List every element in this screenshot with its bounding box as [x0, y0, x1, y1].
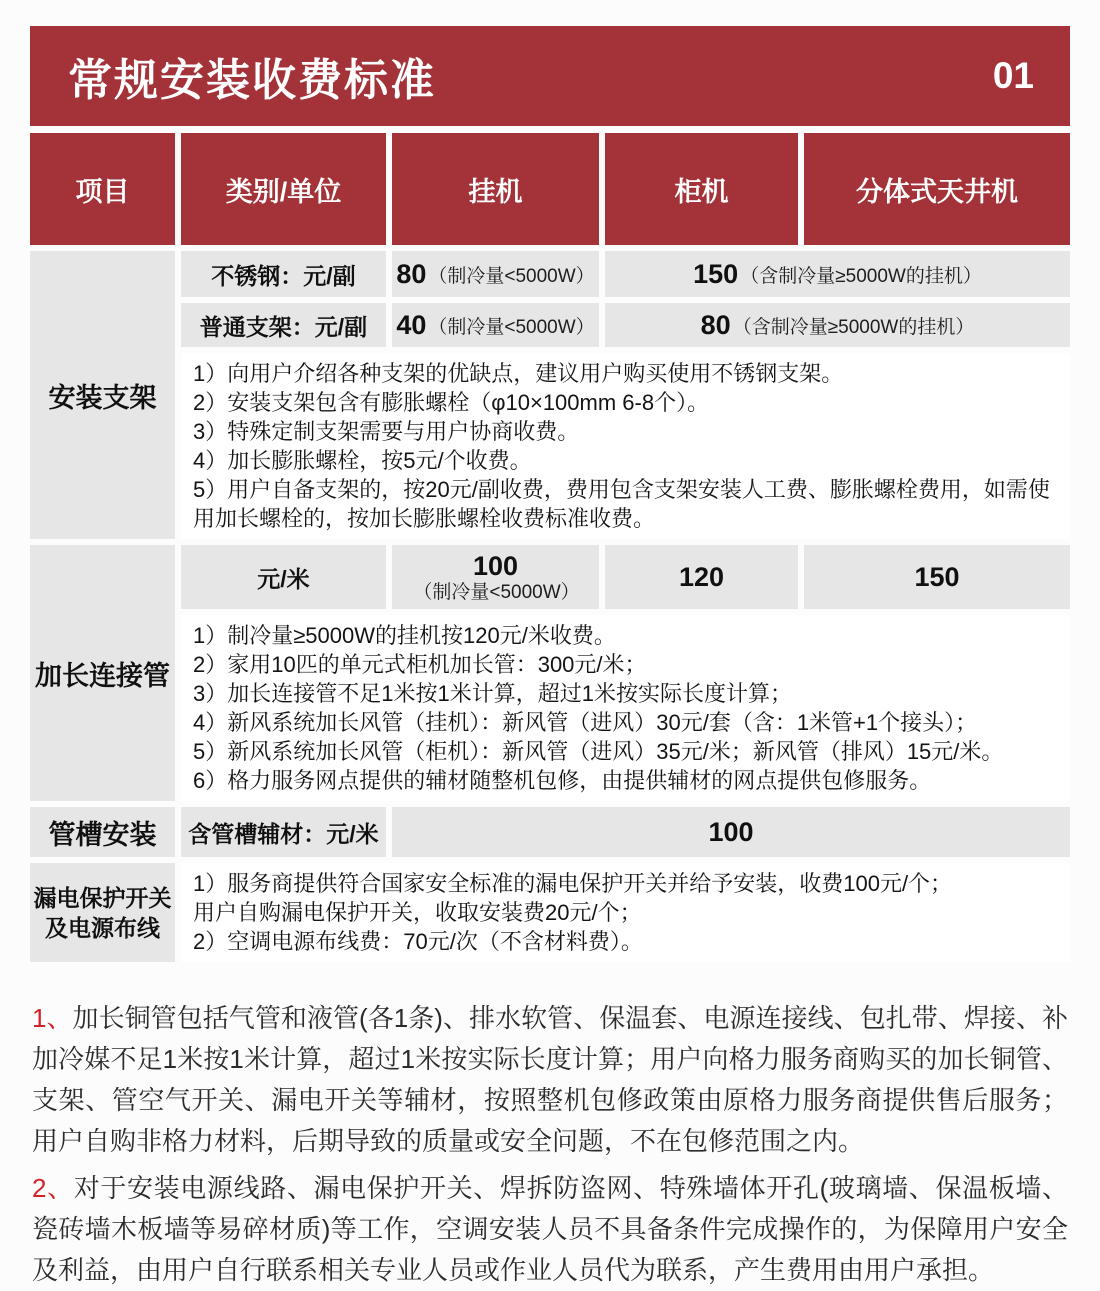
- col-header-item: 项目: [30, 133, 175, 245]
- trough-merged-price: [392, 807, 1070, 857]
- footnote-2-number: 2、: [32, 1173, 74, 1203]
- pipe-cabinet-price: [605, 545, 798, 609]
- fee-table: [30, 133, 1070, 962]
- price-value: 80: [700, 309, 731, 340]
- price-value: 100: [708, 816, 754, 847]
- label-line: 及电源布线: [45, 914, 160, 941]
- row-label-trough-install: 管槽安装: [30, 807, 175, 857]
- leakage-notes: [181, 863, 1070, 962]
- price-condition: （含制冷量≥5000W的挂机）: [732, 316, 975, 338]
- page-number: 01: [992, 55, 1034, 96]
- trough-unit: 含管槽辅材：元/米: [181, 807, 386, 857]
- bracket-stainless-unit: 不锈钢：元/副: [181, 251, 386, 297]
- note-line: 5）新风系统加长风管（柜机）：新风管（进风）35元/米；新风管（排风）15元/米。: [193, 739, 1004, 764]
- price-value: 120: [678, 561, 725, 592]
- note-line: 用户自购漏电保护开关，收取安装费20元/个；: [193, 900, 642, 925]
- price-value: 150: [693, 258, 739, 289]
- col-header-ceiling-unit: 分体式天井机: [804, 133, 1070, 245]
- price-value: 80: [396, 258, 427, 289]
- bracket-ordinary-unit: 普通支架：元/副: [181, 303, 386, 347]
- pipe-ceiling-price: [804, 545, 1070, 609]
- footnote-1-text: 加长铜管包括气管和液管(各1条)、排水软管、保温套、电源连接线、包扎带、焊接、补加冷媒不足1米按1米计算，超过1米按实际长度计算；用户向格力服务商购买的加长铜管、支架、管空气开关、漏电开关等辅材，按照整机包修政策由原格力服务商提供售后服务；用户自购非格力材料，后期导致的质量或安全问题，不在包修范围之内。: [32, 1003, 1068, 1156]
- bracket-stainless-merged-price: [605, 251, 1070, 297]
- footnote-2-text: 对于安装电源线路、漏电保护开关、焊拆防盗网、特殊墙体开孔(玻璃墙、保温板墙、瓷砖墙木板墙等易碎材质)等工作，空调安装人员不具备条件完成操作的，为保障用户安全及利益，由用户自行联系相关专业人员或作业人员代为联系，产生费用由用户承担。: [32, 1173, 1068, 1285]
- note-line: 2）安装支架包含有膨胀螺栓（φ10×100mm 6-8个）。: [193, 390, 710, 415]
- pipe-unit: 元/米: [181, 545, 386, 609]
- note-line: 1）制冷量≥5000W的挂机按120元/米收费。: [193, 623, 616, 648]
- price-value: 40: [396, 309, 427, 340]
- bracket-stainless-wall-price: [392, 251, 599, 297]
- price-condition: （制冷量<5000W）: [428, 316, 595, 338]
- note-line: 1）服务商提供符合国家安全标准的漏电保护开关并给予安装，收费100元/个；: [193, 871, 953, 896]
- note-line: 6）格力服务网点提供的辅材随整机包修，由提供辅材的网点提供包修服务。: [193, 768, 932, 793]
- bracket-ordinary-merged-price: [605, 303, 1070, 347]
- row-label-bracket-install: 安装支架: [30, 251, 175, 539]
- note-line: 4）加长膨胀螺栓，按5元/个收费。: [193, 448, 532, 473]
- col-header-cabinet-unit: 柜机: [605, 133, 798, 245]
- note-line: 3）加长连接管不足1米按1米计算，超过1米按实际长度计算；: [193, 681, 792, 706]
- price-condition: （含制冷量≥5000W的挂机）: [740, 265, 982, 287]
- footnotes: [30, 998, 1070, 1291]
- note-line: 5）用户自备支架的，按20元/副收费，费用包含支架安装人工费、膨胀螺栓费用，如需使用加长螺栓的，按加长膨胀螺栓收费标准收费。: [193, 477, 1050, 531]
- title-banner: [30, 26, 1070, 126]
- row-label-leakage-switch: [30, 863, 175, 962]
- price-value: 150: [914, 561, 960, 592]
- col-header-wall-unit: 挂机: [392, 133, 599, 245]
- bracket-ordinary-wall-price: [392, 303, 599, 347]
- note-line: 4）新风系统加长风管（挂机）：新风管（进风）30元/套（含：1米管+1个接头）；: [193, 710, 978, 735]
- note-line: 2）家用10匹的单元式柜机加长管：300元/米；: [193, 652, 647, 677]
- note-line: 3）特殊定制支架需要与用户协商收费。: [193, 419, 580, 444]
- label-line: 漏电保护开关: [33, 884, 172, 911]
- page-title: 常规安装收费标准: [68, 56, 436, 105]
- price-value: 100: [472, 550, 519, 581]
- footnote-1: [32, 998, 1068, 1162]
- pipe-notes: [181, 615, 1070, 801]
- col-header-category-unit: 类别/单位: [181, 133, 386, 245]
- row-label-extended-pipe: 加长连接管: [30, 545, 175, 801]
- note-line: 1）向用户介绍各种支架的优缺点，建议用户购买使用不锈钢支架。: [193, 361, 844, 386]
- price-condition: （制冷量<5000W）: [413, 581, 580, 603]
- footnote-2: [32, 1168, 1068, 1291]
- price-condition: （制冷量<5000W）: [428, 265, 595, 287]
- pipe-wall-price: [392, 545, 599, 609]
- footnote-1-number: 1、: [32, 1003, 73, 1033]
- note-line: 2）空调电源布线费：70元/次（不含材料费）。: [193, 929, 643, 954]
- bracket-notes: [181, 353, 1070, 539]
